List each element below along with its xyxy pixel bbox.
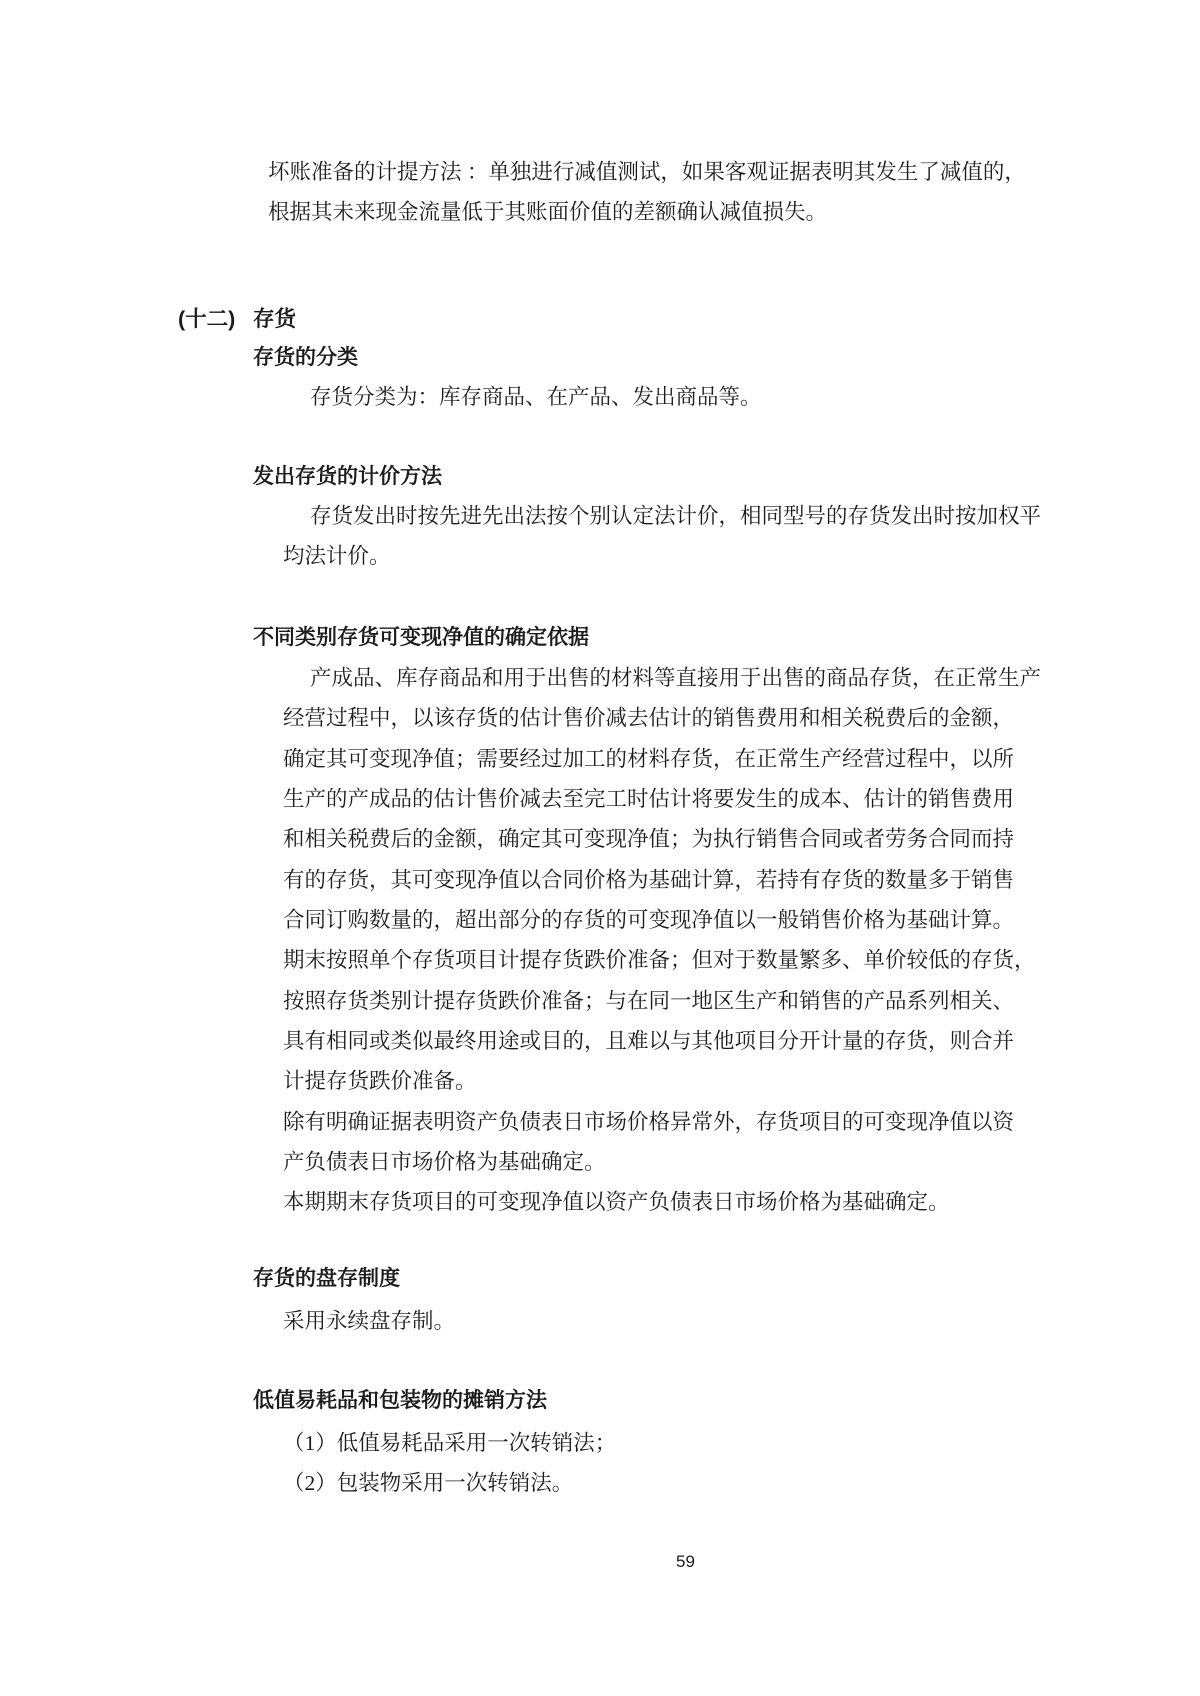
text-line: 计提存货跌价准备。	[283, 1069, 477, 1094]
paragraph-nrv-determination	[283, 658, 1042, 1223]
text-line: 存货分类为：库存商品、在产品、发出商品等。	[310, 385, 762, 409]
text-line: 期末按照单个存货项目计提存货跌价准备；但对于数量繁多、单价较低的存货，	[283, 948, 1036, 973]
section-title: 存货	[253, 307, 297, 331]
text-line: 有的存货，其可变现净值以合同价格为基础计算，若持有存货的数量多于销售	[283, 867, 1015, 892]
text-line: 根据其未来现金流量低于其账面价值的差额确认减值损失。	[268, 200, 828, 225]
text-line: 存货发出时按先进先出法按个别认定法计价，相同型号的存货发出时按加权平	[310, 504, 1042, 528]
text-line: 按照存货类别计提存货跌价准备；与在同一地区生产和销售的产品系列相关、	[283, 988, 1015, 1013]
section-heading-inventory	[178, 299, 297, 339]
text-line: 具有相同或类似最终用途或目的，且难以与其他项目分开计量的存货，则合并	[283, 1029, 1015, 1054]
text-line: 采用永续盘存制。	[283, 1309, 456, 1333]
subheading-nrv-determination: 不同类别存货可变现净值的确定依据	[253, 626, 589, 649]
text-line: 和相关税费后的金额，确定其可变现净值；为执行销售合同或者劳务合同而持	[283, 827, 1015, 852]
paragraph-inventory-count-system	[283, 1301, 1028, 1341]
text-line: 本期期末存货项目的可变现净值以资产负债表日市场价格为基础确定。	[283, 1190, 950, 1215]
subheading-low-value-amortization: 低值易耗品和包装物的摊销方法	[253, 1389, 547, 1412]
text-line: 合同订购数量的，超出部分的存货的可变现净值以一般销售价格为基础计算。	[283, 908, 1015, 933]
paragraph-inventory-classification	[283, 377, 1028, 417]
subheading-inventory-classification: 存货的分类	[253, 346, 358, 369]
text-line: 生产的产成品的估计售价减去至完工时估计将要发生的成本、估计的销售费用	[283, 787, 1015, 812]
section-index-label: (十二)	[178, 307, 236, 331]
subheading-inventory-count-system: 存货的盘存制度	[253, 1267, 400, 1290]
text-line: 均法计价。	[283, 544, 391, 569]
text-line: 产负债表日市场价格为基础确定。	[283, 1150, 606, 1175]
page-number: 59	[676, 1552, 695, 1571]
text-line: （1）低值易耗品采用一次转销法；	[283, 1431, 617, 1455]
text-line: 坏账准备的计提方法 ：单独进行减值测试，如果客观证据表明其发生了减值的，	[268, 160, 1026, 184]
intro-paragraph-bad-debt-provision	[268, 152, 1028, 233]
text-line: 产成品、库存商品和用于出售的材料等直接用于出售的商品存货，在正常生产	[310, 666, 1042, 690]
text-line: 确定其可变现净值；需要经过加工的材料存货，在正常生产经营过程中，以所	[283, 746, 1015, 771]
text-line: 经营过程中，以该存货的估计售价减去估计的销售费用和相关税费后的金额，	[283, 706, 1015, 731]
paragraph-issued-inventory-valuation	[283, 496, 1042, 577]
paragraph-low-value-amortization	[283, 1423, 1028, 1504]
subheading-issued-inventory-valuation: 发出存货的计价方法	[253, 465, 442, 488]
text-line: （2）包装物采用一次转销法。	[283, 1471, 574, 1496]
text-line: 除有明确证据表明资产负债表日市场价格异常外，存货项目的可变现净值以资	[283, 1109, 1015, 1134]
